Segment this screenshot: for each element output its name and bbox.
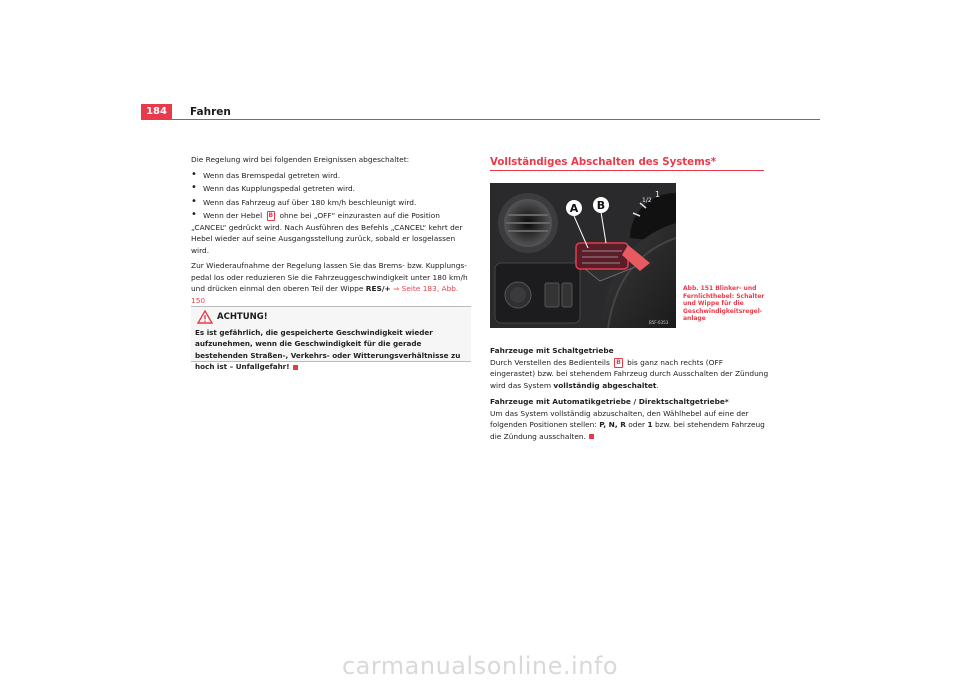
end-marker-icon: [589, 434, 594, 439]
badge-b: B: [268, 212, 274, 219]
page-ref-link[interactable]: ⇒ Seite 183, Abb. 150: [191, 284, 459, 305]
figure-steering-lever: [490, 183, 676, 328]
warning-triangle-icon: [197, 310, 213, 324]
figure-caption: Abb. 151 Blinker- und Fernlichthebel: Schalter und Wippe für die Geschwindigkeitsregelanlage: [683, 285, 765, 323]
watermark: carmanualsonline.info: [341, 652, 619, 680]
section-rule: [490, 170, 764, 171]
intro-text: Die Regelung wird bei folgenden Ereignissen abgeschaltet:: [191, 155, 410, 164]
end-marker-icon: [293, 365, 298, 370]
manual-text-2: bis ganz nach rechts (OFF eingerastet) bzw. bei stehendem Fahrzeug durch Ausschalten der Zündung wird das System: [490, 357, 769, 390]
warning-rule-top: [191, 306, 471, 307]
manual-text: Durch Verstellen des Bedienteils: [490, 357, 610, 367]
auto-or: oder: [628, 420, 646, 429]
manual-paragraph: [490, 357, 770, 392]
auto-bold-2: 1: [647, 420, 653, 429]
bullet4-text: ohne bei „OFF“ einzurasten auf die Position „CANCEL“ gedrückt wird. Nach Ausführen des Befehls „CANCEL“ kehrt der Hebel wieder auf seine Ausgangsstellung zurück, sobald er losgelassen wird.: [191, 211, 463, 255]
bullet-item: • Wenn das Bremspedal getreten wird.: [191, 170, 471, 182]
bullet4-lead: Wenn der Hebel: [203, 211, 263, 220]
resume-text: Zur Wiederaufnahme der Regelung lassen Sie das Brems- bzw. Kupplungspedal los oder reduzieren Sie die Fahrzeuggeschwindigkeit unter 180 km/h und drücken einmal den oberen Teil der Wippe: [191, 261, 468, 293]
warning-text: [195, 327, 467, 373]
bullet-item: [191, 210, 471, 256]
manual-bold: vollständig abgeschaltet: [553, 380, 657, 390]
badge-b: B: [616, 358, 621, 366]
header-rule: [141, 119, 820, 120]
subheading-auto: Fahrzeuge mit Automatikgetriebe / Direktschaltgetriebe*: [490, 397, 729, 406]
section-heading: Vollständiges Abschalten des Systems*: [490, 157, 717, 168]
warning-body: Es ist gefährlich, die gespeicherte Geschwindigkeit wieder aufzunehmen, wenn die Geschwindigkeit für die gerade bestehenden Straßen-, Verkehrs- oder Witterungsverhältnisse zu hoch ist – Unfallgefahr!: [195, 328, 461, 372]
subheading-manual: Fahrzeuge mit Schaltgetriebe: [490, 346, 614, 355]
manual-end: .: [656, 380, 659, 390]
auto-bold: P, N, R: [599, 420, 626, 429]
callout-a: A: [569, 202, 579, 215]
figure-code: B5F-0353: [649, 320, 669, 325]
warning-title: ACHTUNG!: [217, 312, 268, 322]
gauge-label-half: 1/2: [642, 197, 652, 204]
page-number: 184: [146, 106, 167, 117]
bullet-item: • Wenn das Kupplungspedal getreten wird.: [191, 183, 471, 195]
bullet-item: • Wenn das Fahrzeug auf über 180 km/h beschleunigt wird.: [191, 197, 471, 209]
lever-illustration: [490, 183, 676, 328]
left-column: [191, 154, 471, 318]
resume-bold: RES/+: [365, 284, 391, 293]
auto-text: Um das System vollständig abzuschalten, den Wählhebel auf eine der folgenden Positionen stellen:: [490, 408, 749, 429]
auto-text-2: bzw. bei stehendem Fahrzeug die Zündung ausschalten.: [490, 420, 765, 441]
page-title: Fahren: [190, 106, 231, 118]
callout-b: B: [596, 199, 606, 212]
auto-paragraph: [490, 408, 770, 443]
gauge-label-1: 1: [655, 190, 661, 199]
right-column: [490, 345, 770, 442]
